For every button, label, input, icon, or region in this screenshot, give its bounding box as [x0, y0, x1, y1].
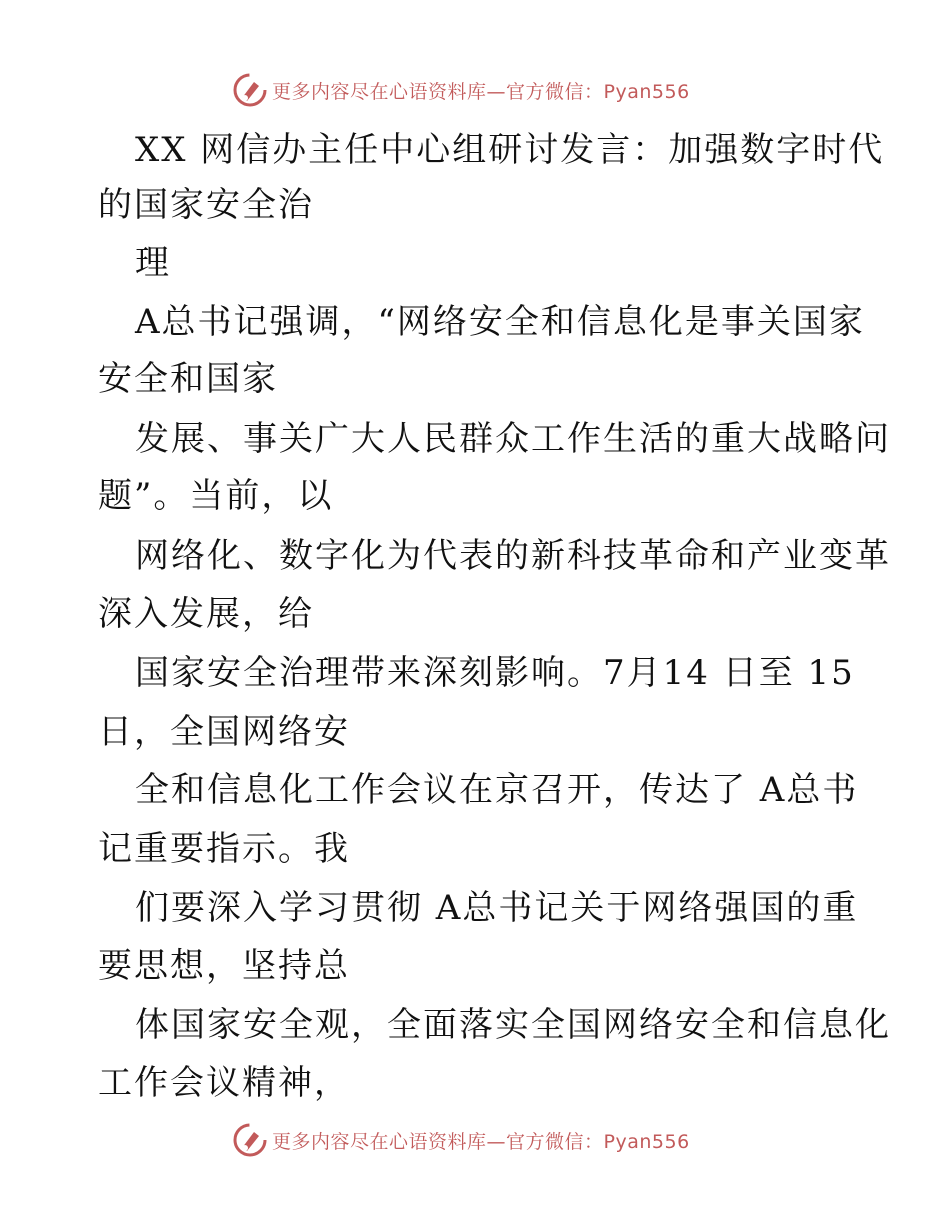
- doc-line: 题”。当前，以: [98, 476, 334, 516]
- doc-line: 深入发展，给: [98, 594, 314, 634]
- doc-line: 安全和国家: [98, 359, 278, 399]
- footer-banner: [232, 1120, 690, 1160]
- doc-line: 的国家安全治: [98, 185, 314, 225]
- doc-line: 体国家安全观，全面落实全国网络安全和信息化: [135, 1005, 891, 1045]
- doc-line: 国家安全治理带来深刻影响。7月14 日至 15: [135, 653, 855, 693]
- doc-line: 理: [135, 243, 171, 283]
- doc-line: 网络化、数字化为代表的新科技革命和产业变革: [135, 536, 891, 576]
- doc-line: 要思想，坚持总: [98, 946, 350, 986]
- doc-line: 发展、事关广大人民群众工作生活的重大战略问: [135, 419, 891, 459]
- pen-logo-icon: [232, 1122, 268, 1158]
- footer-banner-text: 更多内容尽在心语资料库—官方微信：Pyan556: [272, 1130, 690, 1153]
- header-banner-text: 更多内容尽在心语资料库—官方微信：Pyan556: [272, 80, 690, 103]
- header-banner: [232, 70, 690, 110]
- doc-line: XX 网信办主任中心组研讨发言：加强数字时代: [135, 130, 885, 170]
- doc-line: 日，全国网络安: [98, 712, 350, 752]
- doc-line: A总书记强调，“网络安全和信息化是事关国家: [135, 302, 865, 342]
- doc-line: 们要深入学习贯彻 A总书记关于网络强国的重: [135, 888, 859, 928]
- doc-line: 全和信息化工作会议在京召开，传达了 A总书: [135, 770, 859, 810]
- doc-line: 记重要指示。我: [98, 829, 350, 869]
- pen-logo-icon: [232, 72, 268, 108]
- doc-line: 工作会议精神，: [98, 1063, 350, 1103]
